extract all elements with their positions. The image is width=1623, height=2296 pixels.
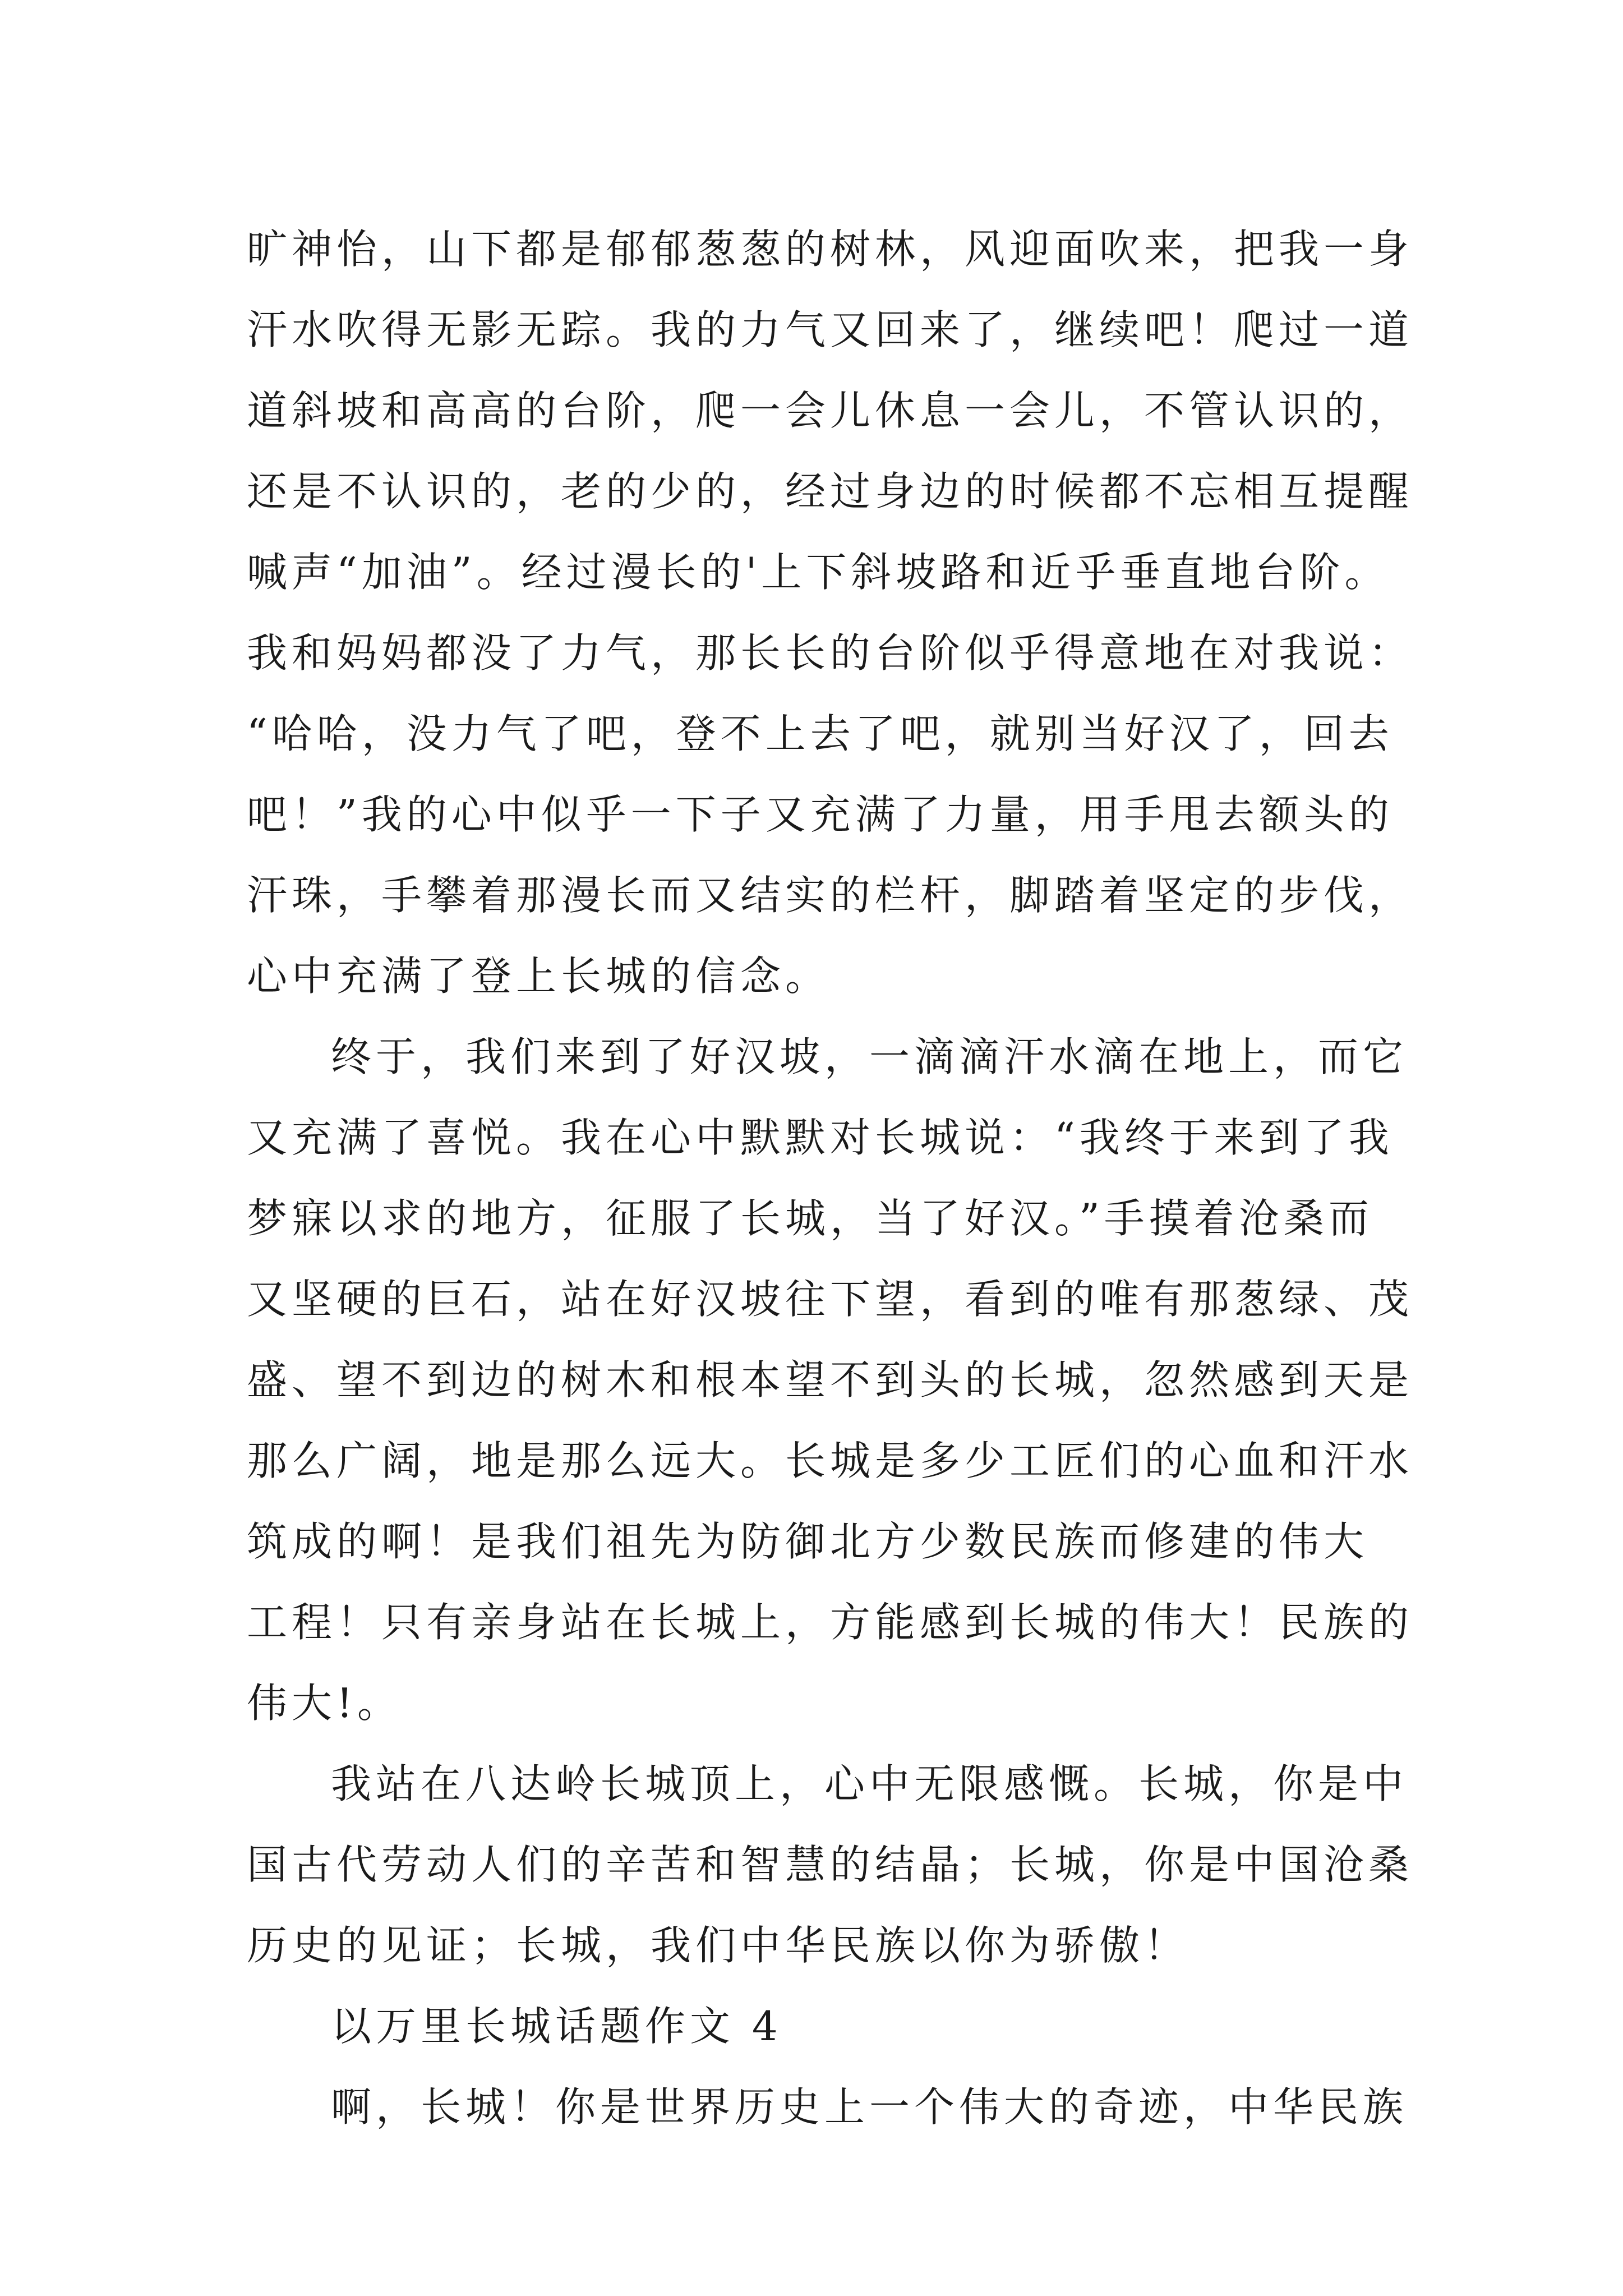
paragraph-2-line-5: 盛、望不到边的树木和根本望不到头的长城，忽然感到天是 [247,1356,1414,1404]
paragraph-1-line-5: 喊声“加油”。经过漫长的'上下斜坡路和近乎垂直地台阶。 [247,549,1390,596]
essay-text [247,209,1414,2147]
paragraph-2-line-9: 伟大!。 [247,1680,402,1727]
paragraph-3-line-2: 国古代劳动人们的辛苦和智慧的结晶；长城，你是中国沧桑 [247,1841,1414,1888]
paragraph-2-line-6: 那么广阔，地是那么远大。长城是多少工匠们的心血和汗水 [247,1437,1414,1484]
paragraph-1-line-7: “哈哈，没力气了吧，登不上去了吧，就别当好汉了，回去 [247,710,1394,757]
paragraph-1-line-3: 道斜坡和高高的台阶，爬一会儿休息一会儿，不管认识的， [247,387,1414,434]
paragraph-2-line-7: 筑成的啊！是我们祖先为防御北方少数民族而修建的伟大 [247,1518,1369,1565]
paragraph-1-line-10: 心中充满了登上长城的信念。 [247,953,831,1000]
paragraph-2-line-4: 又坚硬的巨石，站在好汉坡往下望，看到的唯有那葱绿、茂 [247,1276,1414,1323]
paragraph-1-line-9: 汗珠，手攀着那漫长而又结实的栏杆，脚踏着坚定的步伐， [247,872,1414,919]
paragraph-2-line-2: 又充满了喜悦。我在心中默默对长城说：“我终于来到了我 [247,1114,1394,1161]
essay-heading: 以万里长城话题作文 4 [331,2003,782,2050]
paragraph-2-line-8: 工程！只有亲身站在长城上，方能感到长城的伟大！民族的 [247,1599,1414,1646]
paragraph-1-line-2: 汗水吹得无影无踪。我的力气又回来了，继续吧！爬过一道 [247,306,1414,353]
paragraph-3-line-3: 历史的见证；长城，我们中华民族以你为骄傲！ [247,1922,1189,1969]
paragraph-4-line-1: 啊，长城！你是世界历史上一个伟大的奇迹，中华民族 [331,2083,1408,2131]
paragraph-1-line-8: 吧！”我的心中似乎一下子又充满了力量，用手甩去额头的 [247,791,1394,838]
paragraph-1-line-6: 我和妈妈都没了力气，那长长的台阶似乎得意地在对我说： [247,629,1414,677]
paragraph-1-line-1: 旷神怡，山下都是郁郁葱葱的树林，风迎面吹来，把我一身 [247,226,1414,273]
paragraph-2-line-3: 梦寐以求的地方，征服了长城，当了好汉。”手摸着沧桑而 [247,1195,1373,1242]
paragraph-1-line-4: 还是不认识的，老的少的，经过身边的时候都不忘相互提醒 [247,468,1414,515]
paragraph-3-line-1: 我站在八达岭长城顶上，心中无限感慨。长城，你是中 [331,1760,1408,1807]
paragraph-2-line-1: 终于，我们来到了好汉坡，一滴滴汗水滴在地上，而它 [331,1033,1408,1080]
